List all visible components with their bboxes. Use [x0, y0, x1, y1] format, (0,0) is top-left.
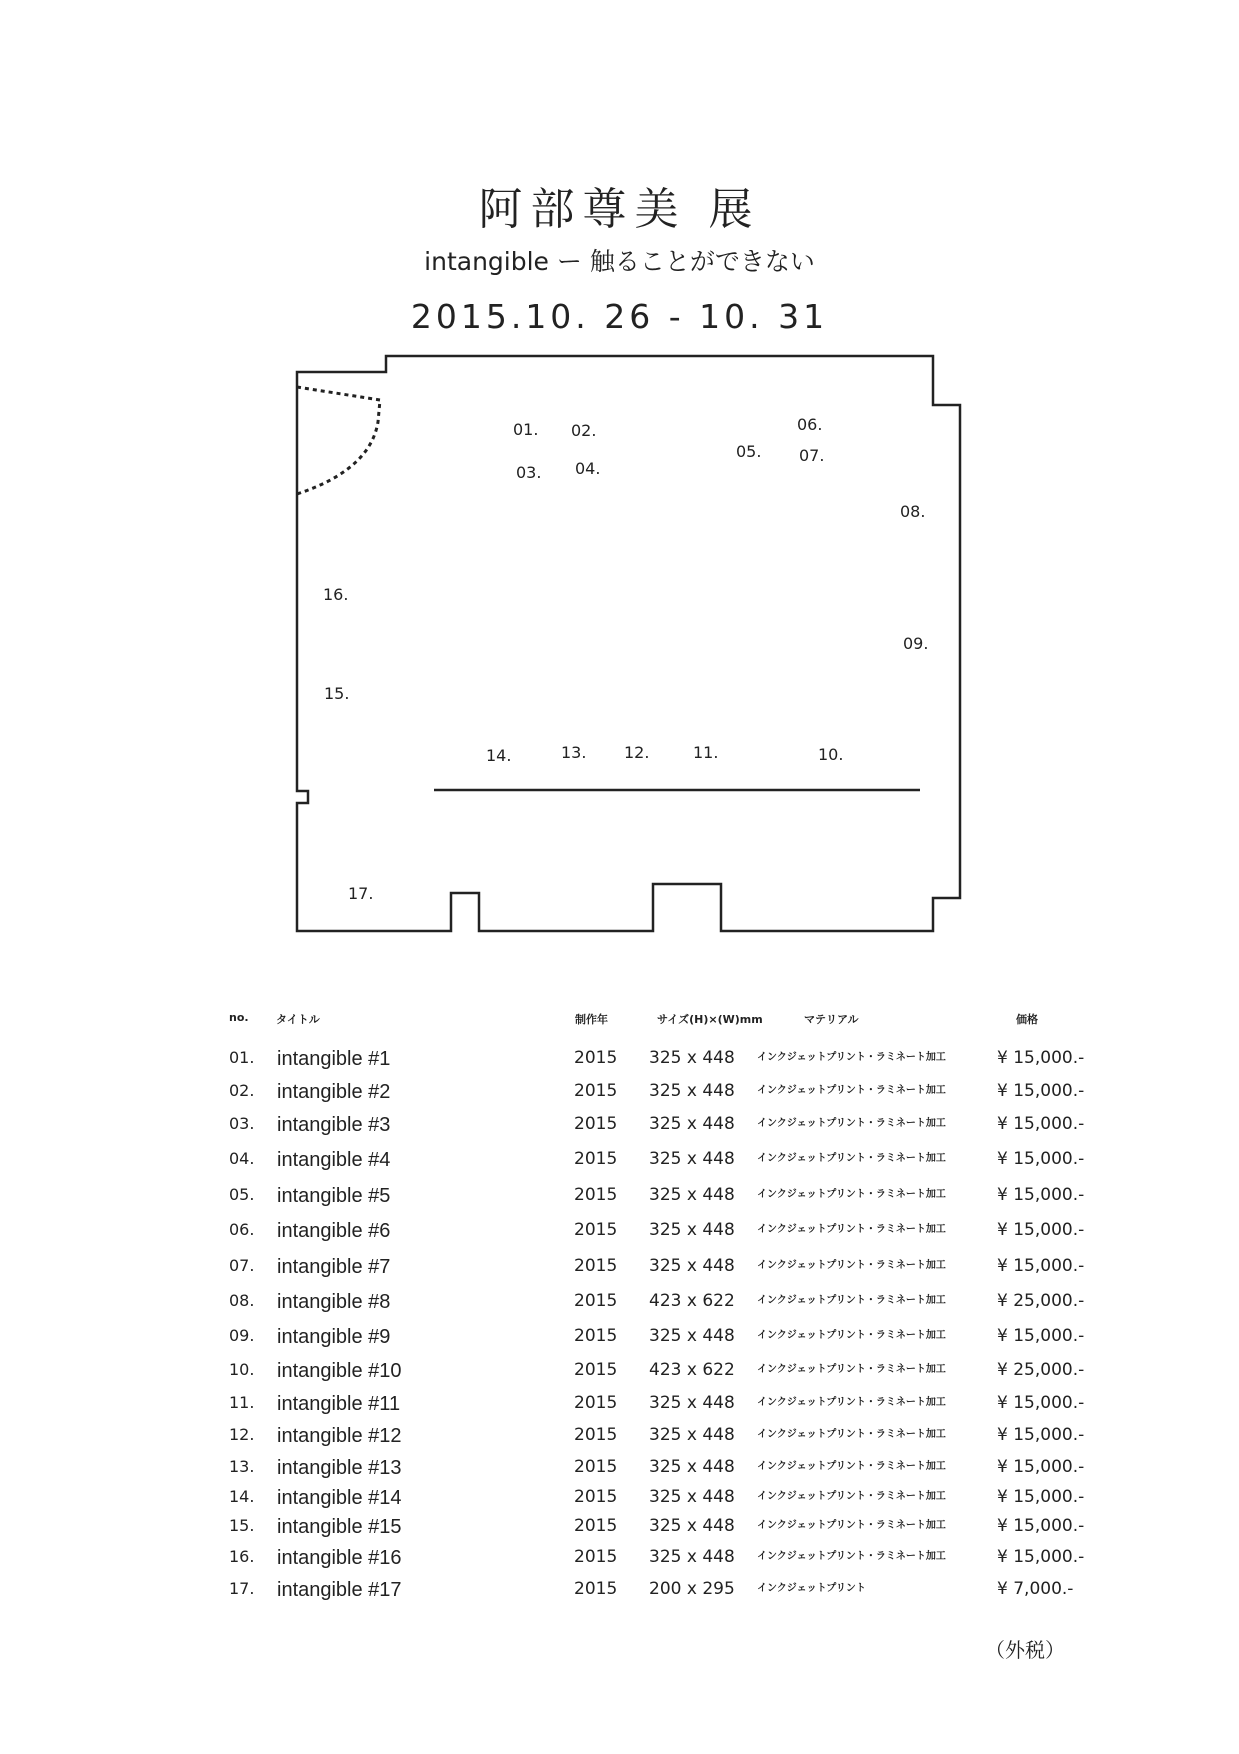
row-size: 423 x 622 [649, 1291, 735, 1311]
table-row [0, 1114, 1239, 1142]
table-header-price: 価格 [1016, 1013, 1038, 1026]
row-year: 2015 [574, 1457, 618, 1477]
row-price: ¥ 25,000.- [997, 1291, 1085, 1311]
row-size: 325 x 448 [649, 1114, 735, 1134]
row-year: 2015 [574, 1220, 618, 1240]
row-size: 325 x 448 [649, 1185, 735, 1205]
table-row [0, 1360, 1239, 1388]
row-title: intangible #4 [277, 1149, 391, 1171]
row-no: 11. [229, 1393, 255, 1412]
row-material: インクジェットプリント・ラミネート加工 [757, 1085, 946, 1096]
row-title: intangible #2 [277, 1081, 391, 1103]
floorplan-label-16: 16. [323, 585, 349, 604]
row-no: 02. [229, 1081, 255, 1100]
row-material: インクジェットプリント・ラミネート加工 [757, 1330, 946, 1341]
floorplan-label-12: 12. [624, 743, 650, 762]
table-header-title: タイトル [276, 1013, 320, 1026]
door-swing [297, 387, 380, 494]
row-material: インクジェットプリント・ラミネート加工 [757, 1224, 946, 1235]
floorplan-label-14: 14. [486, 746, 512, 765]
row-material: インクジェットプリント・ラミネート加工 [757, 1260, 946, 1271]
table-header-no: no. [229, 1011, 249, 1024]
table-row [0, 1393, 1239, 1421]
floorplan-label-06: 06. [797, 415, 823, 434]
row-material: インクジェットプリント・ラミネート加工 [757, 1520, 946, 1531]
row-size: 423 x 622 [649, 1360, 735, 1380]
row-size: 325 x 448 [649, 1256, 735, 1276]
row-no: 10. [229, 1360, 255, 1379]
table-row [0, 1487, 1239, 1515]
floorplan-label-15: 15. [324, 684, 350, 703]
row-title: intangible #6 [277, 1220, 391, 1242]
row-year: 2015 [574, 1487, 618, 1507]
row-no: 17. [229, 1579, 255, 1598]
floorplan-label-07: 07. [799, 446, 825, 465]
row-no: 12. [229, 1425, 255, 1444]
row-material: インクジェットプリント・ラミネート加工 [757, 1397, 946, 1408]
row-price: ¥ 7,000.- [997, 1579, 1074, 1599]
floorplan-label-04: 04. [575, 459, 601, 478]
row-year: 2015 [574, 1360, 618, 1380]
row-no: 14. [229, 1487, 255, 1506]
row-year: 2015 [574, 1326, 618, 1346]
row-title: intangible #17 [277, 1579, 402, 1601]
tax-note: （外税） [985, 1638, 1065, 1662]
row-size: 325 x 448 [649, 1425, 735, 1445]
row-price: ¥ 15,000.- [997, 1487, 1085, 1507]
row-price: ¥ 25,000.- [997, 1360, 1085, 1380]
row-size: 325 x 448 [649, 1220, 735, 1240]
row-title: intangible #10 [277, 1360, 402, 1382]
row-material: インクジェットプリント・ラミネート加工 [757, 1551, 946, 1562]
row-year: 2015 [574, 1081, 618, 1101]
row-size: 325 x 448 [649, 1547, 735, 1567]
row-title: intangible #9 [277, 1326, 391, 1348]
row-price: ¥ 15,000.- [997, 1547, 1085, 1567]
row-title: intangible #13 [277, 1457, 402, 1479]
table-row [0, 1081, 1239, 1109]
table-header-material: マテリアル [804, 1013, 859, 1026]
row-title: intangible #12 [277, 1425, 402, 1447]
row-title: intangible #7 [277, 1256, 391, 1278]
row-price: ¥ 15,000.- [997, 1326, 1085, 1346]
row-material: インクジェットプリント・ラミネート加工 [757, 1118, 946, 1129]
row-material: インクジェットプリント・ラミネート加工 [757, 1429, 946, 1440]
floorplan-label-17: 17. [348, 884, 374, 903]
table-row [0, 1547, 1239, 1575]
row-material: インクジェットプリント [757, 1583, 866, 1594]
table-row [0, 1457, 1239, 1485]
row-title: intangible #5 [277, 1185, 391, 1207]
row-no: 04. [229, 1149, 255, 1168]
row-material: インクジェットプリント・ラミネート加工 [757, 1461, 946, 1472]
row-no: 08. [229, 1291, 255, 1310]
row-material: インクジェットプリント・ラミネート加工 [757, 1295, 946, 1306]
row-year: 2015 [574, 1114, 618, 1134]
row-price: ¥ 15,000.- [997, 1149, 1085, 1169]
row-size: 325 x 448 [649, 1048, 735, 1068]
table-row [0, 1185, 1239, 1213]
floorplan-label-09: 09. [903, 634, 929, 653]
row-year: 2015 [574, 1547, 618, 1567]
row-year: 2015 [574, 1393, 618, 1413]
row-year: 2015 [574, 1149, 618, 1169]
row-price: ¥ 15,000.- [997, 1457, 1085, 1477]
exhibition-dates: 2015.10. 26 - 10. 31 [410, 297, 829, 336]
floorplan-label-13: 13. [561, 743, 587, 762]
table-row [0, 1291, 1239, 1319]
row-size: 200 x 295 [649, 1579, 735, 1599]
row-size: 325 x 448 [649, 1081, 735, 1101]
table-row [0, 1326, 1239, 1354]
row-price: ¥ 15,000.- [997, 1256, 1085, 1276]
row-title: intangible #11 [277, 1393, 401, 1415]
floorplan-label-08: 08. [900, 502, 926, 521]
floorplan-label-01: 01. [513, 420, 539, 439]
row-size: 325 x 448 [649, 1487, 735, 1507]
row-year: 2015 [574, 1291, 618, 1311]
row-no: 06. [229, 1220, 255, 1239]
row-no: 16. [229, 1547, 255, 1566]
row-title: intangible #1 [277, 1048, 391, 1070]
row-title: intangible #14 [277, 1487, 402, 1509]
row-year: 2015 [574, 1579, 618, 1599]
row-size: 325 x 448 [649, 1516, 735, 1536]
row-no: 01. [229, 1048, 255, 1067]
floorplan-label-03: 03. [516, 463, 542, 482]
floor-plan-walls [297, 356, 960, 931]
table-row [0, 1256, 1239, 1284]
row-size: 325 x 448 [649, 1149, 735, 1169]
floorplan-label-10: 10. [818, 745, 844, 764]
row-material: インクジェットプリント・ラミネート加工 [757, 1491, 946, 1502]
row-year: 2015 [574, 1516, 618, 1536]
floorplan-label-02: 02. [571, 421, 597, 440]
row-material: インクジェットプリント・ラミネート加工 [757, 1052, 946, 1063]
table-header-year: 制作年 [575, 1013, 608, 1026]
row-year: 2015 [574, 1048, 618, 1068]
table-header-size: サイズ(H)×(W)mm [657, 1013, 763, 1026]
row-price: ¥ 15,000.- [997, 1185, 1085, 1205]
row-price: ¥ 15,000.- [997, 1220, 1085, 1240]
exhibition-title: 阿部尊美 展 [478, 184, 761, 235]
row-year: 2015 [574, 1256, 618, 1276]
row-material: インクジェットプリント・ラミネート加工 [757, 1189, 946, 1200]
row-size: 325 x 448 [649, 1393, 735, 1413]
table-row [0, 1579, 1239, 1607]
table-row [0, 1048, 1239, 1076]
floorplan-label-11: 11. [693, 743, 719, 762]
row-year: 2015 [574, 1185, 618, 1205]
floorplan-label-05: 05. [736, 442, 762, 461]
row-title: intangible #16 [277, 1547, 402, 1569]
row-size: 325 x 448 [649, 1326, 735, 1346]
row-no: 07. [229, 1256, 255, 1275]
row-no: 13. [229, 1457, 255, 1476]
row-material: インクジェットプリント・ラミネート加工 [757, 1153, 946, 1164]
row-price: ¥ 15,000.- [997, 1048, 1085, 1068]
row-title: intangible #3 [277, 1114, 391, 1136]
row-title: intangible #15 [277, 1516, 402, 1538]
row-price: ¥ 15,000.- [997, 1393, 1085, 1413]
row-price: ¥ 15,000.- [997, 1425, 1085, 1445]
row-material: インクジェットプリント・ラミネート加工 [757, 1364, 946, 1375]
row-title: intangible #8 [277, 1291, 391, 1313]
table-row [0, 1220, 1239, 1248]
exhibition-subtitle: intangible ー 触ることができない [424, 247, 815, 276]
row-no: 05. [229, 1185, 255, 1204]
row-price: ¥ 15,000.- [997, 1081, 1085, 1101]
row-no: 15. [229, 1516, 255, 1535]
row-year: 2015 [574, 1425, 618, 1445]
table-row [0, 1149, 1239, 1177]
row-price: ¥ 15,000.- [997, 1516, 1085, 1536]
table-row [0, 1516, 1239, 1544]
row-no: 03. [229, 1114, 255, 1133]
row-price: ¥ 15,000.- [997, 1114, 1085, 1134]
table-row [0, 1425, 1239, 1453]
row-no: 09. [229, 1326, 255, 1345]
row-size: 325 x 448 [649, 1457, 735, 1477]
